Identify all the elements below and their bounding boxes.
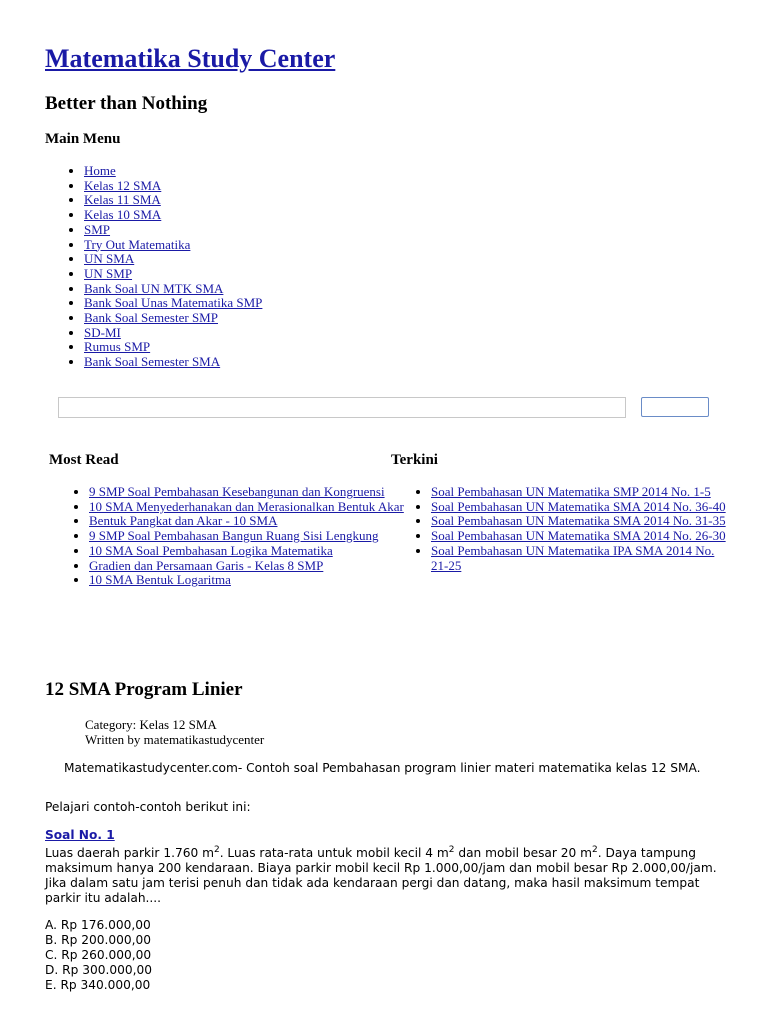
most-read-link[interactable]: 10 SMA Bentuk Logaritma xyxy=(89,572,231,588)
most-read-link[interactable]: 10 SMA Menyederhanakan dan Merasionalkan Bentuk Akar xyxy=(89,498,404,514)
main-menu-item xyxy=(84,296,262,311)
main-menu-item xyxy=(84,252,262,267)
terkini-heading: Terkini xyxy=(391,452,438,468)
menu-link-sd-mi[interactable]: SD-MI xyxy=(84,324,121,340)
site-title-link[interactable]: Matematika Study Center xyxy=(45,44,336,73)
soal-link[interactable]: Soal No. 1 xyxy=(45,828,115,842)
answer-option: C. Rp 260.000,00 xyxy=(45,948,152,962)
menu-link-bank-soal-semester-smp[interactable]: Bank Soal Semester SMP xyxy=(84,310,218,326)
article-category: Category: Kelas 12 SMA xyxy=(85,717,217,732)
list-item xyxy=(431,514,731,529)
terkini-link[interactable]: Soal Pembahasan UN Matematika IPA SMA 2014 No. 21-25 xyxy=(431,542,715,573)
list-item xyxy=(89,573,429,588)
menu-link-bank-soal-semester-sma[interactable]: Bank Soal Semester SMA xyxy=(84,354,221,370)
soal-superscript: 2 xyxy=(213,844,220,855)
most-read-heading: Most Read xyxy=(49,452,119,468)
terkini-link[interactable]: Soal Pembahasan UN Matematika SMA 2014 No. 36-40 xyxy=(431,498,726,514)
list-item xyxy=(431,544,731,573)
main-menu-item xyxy=(84,311,262,326)
main-menu-item xyxy=(84,267,262,282)
main-menu-item xyxy=(84,340,262,355)
menu-link-bank-soal-unas-smp[interactable]: Bank Soal Unas Matematika SMP xyxy=(84,295,263,311)
menu-link-home[interactable]: Home xyxy=(84,163,116,178)
list-item xyxy=(89,514,429,529)
answer-option: A. Rp 176.000,00 xyxy=(45,918,151,932)
main-menu-item xyxy=(84,223,262,238)
main-menu-item xyxy=(84,179,262,194)
article-title: 12 SMA Program Linier xyxy=(45,679,243,700)
terkini-list xyxy=(391,485,731,573)
list-item xyxy=(89,559,429,574)
most-read-link[interactable]: 9 SMP Soal Pembahasan Kesebangunan dan Kongruensi xyxy=(89,484,385,499)
main-menu-item xyxy=(84,355,262,370)
article-meta xyxy=(85,717,264,747)
answer-option: D. Rp 300.000,00 xyxy=(45,963,152,977)
main-menu-item xyxy=(84,193,262,208)
main-menu-item xyxy=(84,282,262,297)
main-menu-item xyxy=(84,326,262,341)
menu-link-kelas-10-sma[interactable]: Kelas 10 SMA xyxy=(84,207,162,223)
most-read-link[interactable]: 10 SMA Soal Pembahasan Logika Matematika xyxy=(89,542,333,558)
soal-text-part: dan mobil besar 20 m xyxy=(454,846,593,860)
main-menu-item xyxy=(84,238,262,253)
most-read-link[interactable]: Gradien dan Persamaan Garis - Kelas 8 SMP xyxy=(89,557,324,573)
menu-link-try-out[interactable]: Try Out Matematika xyxy=(84,236,191,252)
terkini-link[interactable]: Soal Pembahasan UN Matematika SMA 2014 No. 31-35 xyxy=(431,513,726,529)
soal-text-part: . Luas rata-rata untuk mobil kecil 4 m xyxy=(219,846,449,860)
soal-question xyxy=(45,846,730,906)
article-intro: Matematikastudycenter.com- Contoh soal Pembahasan program linier materi matematika kelas 12 SMA. xyxy=(64,761,701,775)
soal-superscript: 2 xyxy=(592,844,598,855)
terkini-link[interactable]: Soal Pembahasan UN Matematika SMA 2014 No. 26-30 xyxy=(431,528,726,544)
list-item xyxy=(431,500,731,515)
soal-text-part: Luas daerah parkir 1.760 m xyxy=(45,846,214,860)
menu-link-un-sma[interactable]: UN SMA xyxy=(84,251,135,267)
site-tagline: Better than Nothing xyxy=(45,93,208,114)
menu-link-bank-soal-un-mtk-sma[interactable]: Bank Soal UN MTK SMA xyxy=(84,280,224,296)
list-item xyxy=(431,485,731,500)
menu-link-un-smp[interactable]: UN SMP xyxy=(84,265,133,281)
soal-text-part: . Daya tampung maksimum hanya 200 kendaraan. Biaya parkir mobil kecil Rp 1.000,00/jam dan mobil besar Rp 2.000,00/jam. Jika dalam satu jam terisi penuh dan tidak ada kendaraan pergi dan datang, maka hasil maksimum tempat parkir itu adalah.... xyxy=(45,846,717,905)
main-menu-heading: Main Menu xyxy=(45,131,121,147)
list-item xyxy=(89,544,429,559)
answer-option: E. Rp 340.000,00 xyxy=(45,978,151,992)
answer-options xyxy=(45,918,152,993)
list-item xyxy=(89,485,429,500)
list-item xyxy=(431,529,731,544)
terkini-link[interactable]: Soal Pembahasan UN Matematika SMP 2014 No. 1-5 xyxy=(431,484,711,499)
list-item xyxy=(89,529,429,544)
menu-link-kelas-11-sma[interactable]: Kelas 11 SMA xyxy=(84,192,161,208)
list-item xyxy=(89,500,429,515)
search-button[interactable] xyxy=(641,397,709,417)
menu-link-smp[interactable]: SMP xyxy=(84,221,111,237)
answer-option: B. Rp 200.000,00 xyxy=(45,933,151,947)
main-menu-item xyxy=(84,208,262,223)
main-menu-list xyxy=(45,164,262,370)
search-input[interactable] xyxy=(58,397,626,418)
menu-link-rumus-smp[interactable]: Rumus SMP xyxy=(84,339,151,355)
article-instruction: Pelajari contoh-contoh berikut ini: xyxy=(45,800,251,814)
site-title xyxy=(45,44,335,74)
menu-link-kelas-12-sma[interactable]: Kelas 12 SMA xyxy=(84,177,162,193)
main-menu-item xyxy=(84,164,262,179)
most-read-list xyxy=(49,485,429,588)
most-read-link[interactable]: 9 SMP Soal Pembahasan Bangun Ruang Sisi Lengkung xyxy=(89,528,379,544)
article-author: Written by matematikastudycenter xyxy=(85,732,265,747)
most-read-link[interactable]: Bentuk Pangkat dan Akar - 10 SMA xyxy=(89,513,278,529)
soal-superscript: 2 xyxy=(448,844,455,855)
